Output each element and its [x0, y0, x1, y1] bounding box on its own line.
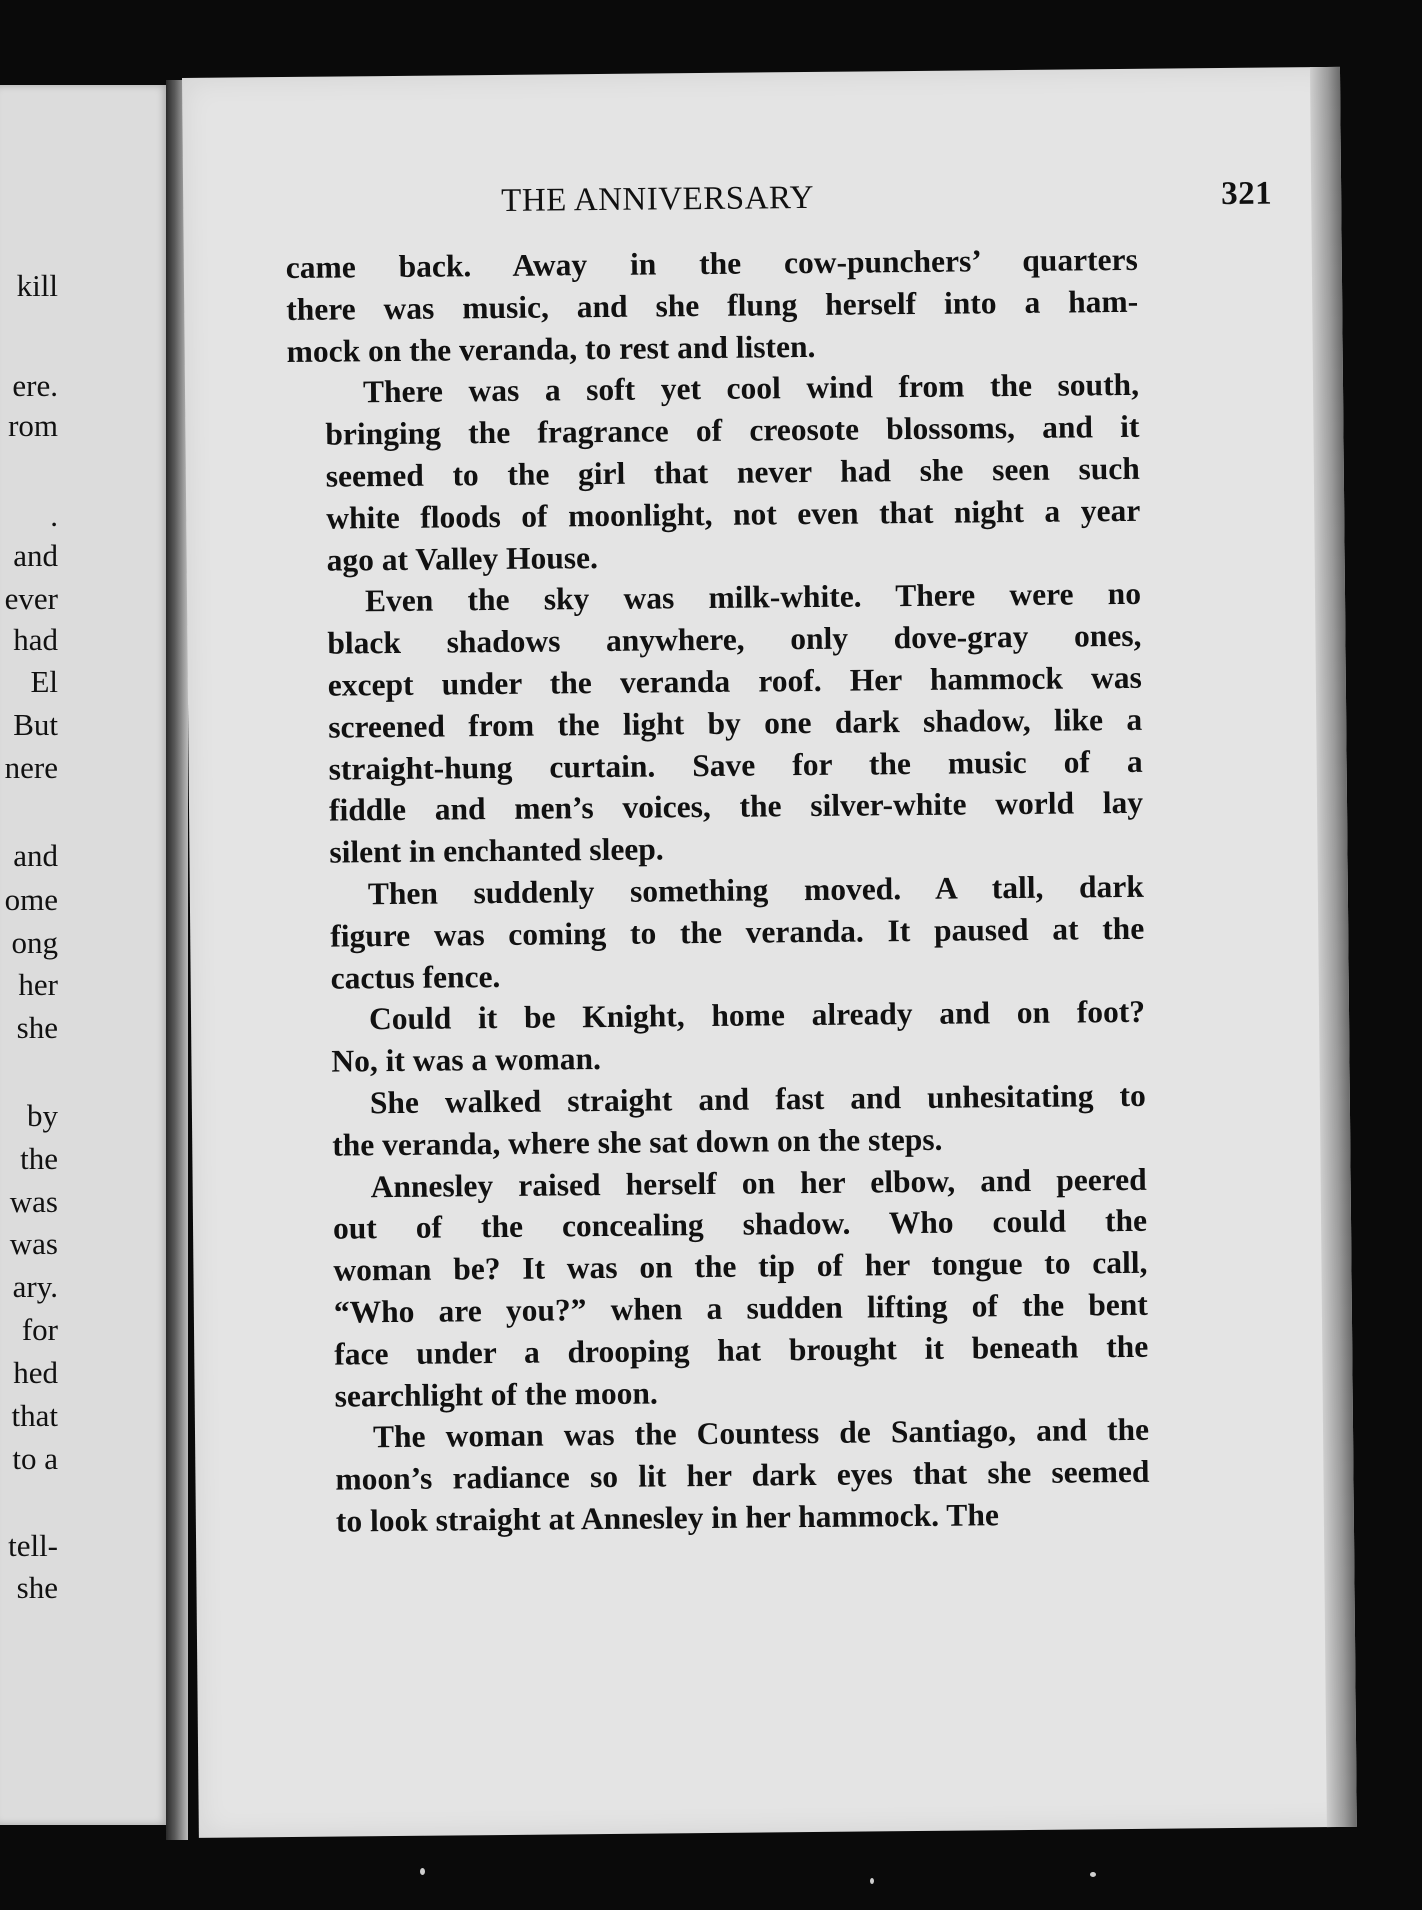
text-line: the veranda, where she sat down on the steps.: [332, 1121, 943, 1163]
left-page-word-fragment: hed: [13, 1355, 58, 1390]
text-line: There was a soft yet cool wind from the south,: [362, 367, 1140, 410]
text-line: woman be? It was on the tip of her tongue to call,: [333, 1244, 1148, 1288]
dust-speck: [870, 1878, 874, 1884]
left-page-word-fragment: But: [13, 707, 58, 742]
left-page-word-fragment: tell-: [8, 1528, 58, 1563]
left-page-word-fragment: kill: [16, 268, 58, 303]
text-line: Then suddenly something moved. A tall, dark: [367, 868, 1144, 912]
text-line: there was music, and she flung herself into a ham-: [286, 283, 1139, 327]
paragraph: [297, 1409, 1150, 1543]
left-page-word-fragment: nere: [4, 750, 58, 785]
page-edge: [1310, 67, 1357, 1827]
left-page-word-fragment: ong: [11, 925, 58, 960]
text-line: white floods of moonlight, not even that night a year: [326, 492, 1141, 536]
text-line: No, it was a woman.: [331, 1041, 602, 1079]
text-line: mock on the veranda, to rest and listen.: [286, 328, 816, 369]
paragraph: [294, 1075, 1147, 1167]
text-line: silent in enchanted sleep.: [329, 831, 664, 870]
text-line: bringing the fragrance of creosote blossoms, and it: [325, 409, 1140, 452]
left-page-word-fragment: had: [13, 622, 58, 657]
text-line: seemed to the girl that never had she seen such: [325, 450, 1140, 494]
left-page-word-fragment: she: [16, 1570, 58, 1605]
left-page-word-fragment: was: [9, 1226, 58, 1261]
paragraph: [294, 1158, 1148, 1417]
left-page-word-fragment: the: [20, 1141, 58, 1176]
left-page-word-fragment: ary.: [12, 1269, 58, 1304]
text-line: Could it be Knight, home already and on foot?: [368, 994, 1146, 1037]
left-page-word-fragment: by: [27, 1098, 58, 1133]
running-head-title: THE ANNIVERSARY: [501, 179, 815, 219]
left-page-word-fragment: to a: [12, 1441, 58, 1476]
body-text: [286, 239, 1150, 1543]
dust-speck: [420, 1868, 425, 1875]
left-page-word-fragment: rom: [8, 408, 58, 443]
left-page-word-fragment: .: [50, 498, 58, 533]
left-page-word-fragment: El: [30, 664, 58, 699]
text-line: black shadows anywhere, only dove-gray ones,: [327, 617, 1142, 661]
left-page-word-fragment: ere.: [12, 368, 58, 403]
text-line: screened from the light by one dark shadow, like a: [328, 701, 1143, 745]
text-line: figure was coming to the veranda. It paused at the: [330, 910, 1145, 954]
left-page-word-fragment: ever: [4, 581, 58, 616]
text-line: out of the concealing shadow. Who could the: [332, 1203, 1148, 1246]
left-page-word-fragment: she: [16, 1010, 58, 1045]
text-line: “Who are you?” when a sudden lifting of the bent: [333, 1286, 1148, 1330]
left-page-word-fragment: was: [9, 1184, 58, 1219]
paragraph: [293, 991, 1146, 1083]
left-page-word-fragment: and: [13, 838, 58, 873]
text-line: moon’s radiance so lit her dark eyes that she seemed: [335, 1453, 1150, 1497]
text-line: She walked straight and fast and unhesitating to: [369, 1077, 1146, 1121]
text-line: cactus fence.: [330, 958, 501, 996]
left-page-word-fragment: for: [21, 1312, 58, 1347]
text-line: ago at Valley House.: [326, 539, 599, 578]
text-line: Annesley raised herself on her elbow, and peered: [370, 1161, 1147, 1204]
left-page-word-fragment: ome: [4, 882, 58, 917]
left-page-word-fragment: that: [11, 1398, 58, 1433]
right-page: [182, 67, 1357, 1838]
text-line: searchlight of the moon.: [334, 1375, 658, 1414]
paragraph: [286, 239, 1139, 373]
text-line: to look straight at Annesley in her hammock. The: [335, 1497, 1000, 1539]
left-page-word-fragment: and: [13, 538, 58, 573]
paragraph: [287, 364, 1141, 581]
page-number: 321: [1220, 175, 1273, 213]
left-page-fragment: [0, 85, 170, 1825]
text-line: face under a drooping hat brought it beneath the: [334, 1328, 1149, 1372]
text-line: Even the sky was milk-white. There were no: [364, 576, 1142, 619]
text-line: fiddle and men’s voices, the silver-white world lay: [328, 785, 1144, 828]
text-line: came back. Away in the cow-punchers’ quarters: [285, 241, 1138, 286]
dust-speck: [1090, 1872, 1096, 1877]
text-line: straight-hung curtain. Save for the music of a: [328, 743, 1143, 787]
text-line: except under the veranda roof. Her hammock was: [327, 659, 1142, 703]
text-line: The woman was the Countess de Santiago, and the: [372, 1412, 1150, 1455]
left-page-word-fragment: her: [18, 967, 58, 1002]
paragraph: [289, 573, 1144, 874]
running-head: [501, 175, 1296, 219]
paragraph: [292, 866, 1145, 1000]
